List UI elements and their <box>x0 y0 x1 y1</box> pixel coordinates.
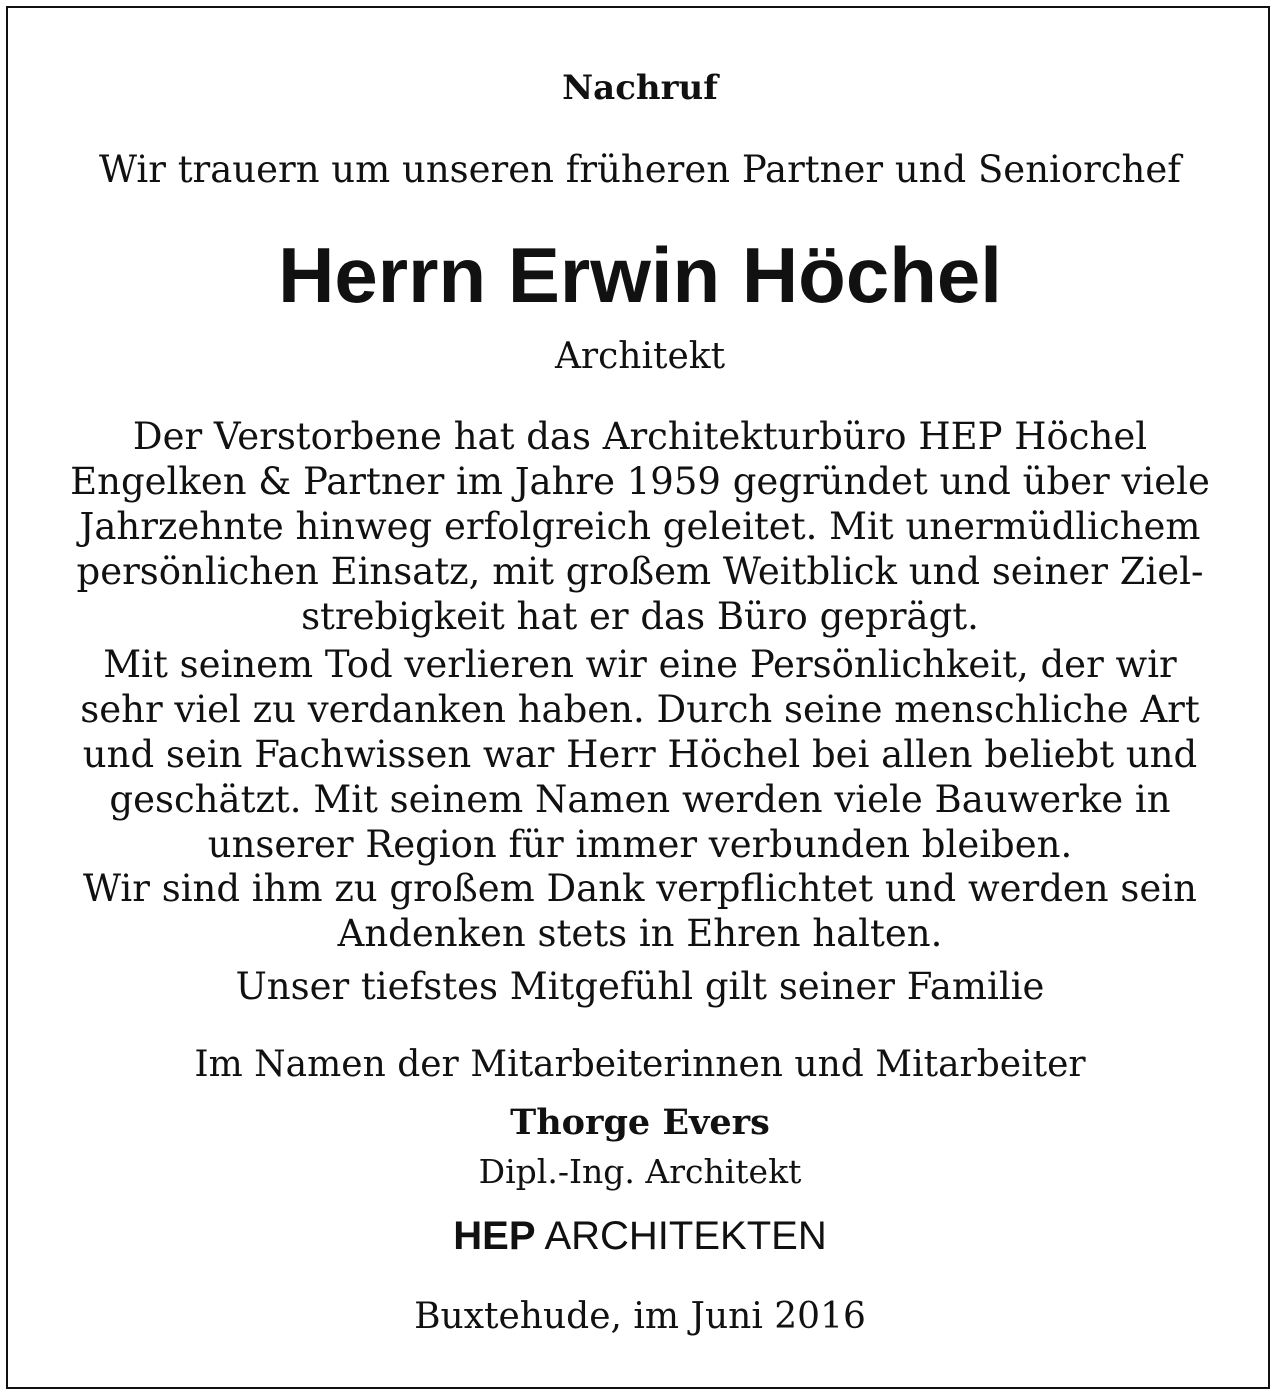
deceased-name: Herrn Erwin Höchel <box>278 231 1002 319</box>
paragraph-line: Jahrzehnte hinweg erfolgreich geleitet. Mit unermüdlichem <box>79 505 1201 548</box>
obituary-frame <box>6 6 1270 1389</box>
signer-title: Dipl.-Ing. Architekt <box>478 1152 802 1191</box>
paragraph-gratitude <box>8 866 1272 956</box>
paragraph-line: Unser tiefstes Mitgefühl gilt seiner Familie <box>235 965 1045 1008</box>
firm-name <box>8 1214 1272 1259</box>
paragraph-line: strebigkeit hat er das Büro geprägt. <box>301 595 979 638</box>
signoff-line: Im Namen der Mitarbeiterinnen und Mitarbeiter <box>194 1044 1086 1085</box>
place-date: Buxtehude, im Juni 2016 <box>414 1296 866 1337</box>
firm-name-strong: HEP <box>453 1214 536 1258</box>
paragraph-line: Mit seinem Tod verlieren wir eine Persönlichkeit, der wir <box>103 643 1177 686</box>
paragraph-line: und sein Fachwissen war Herr Höchel bei allen beliebt und <box>82 733 1198 776</box>
paragraph-line: persönlichen Einsatz, mit großem Weitblick und seiner Ziel- <box>76 550 1204 593</box>
paragraph-line: unserer Region für immer verbunden bleiben. <box>207 823 1073 866</box>
paragraph-line: geschätzt. Mit seinem Namen werden viele Bauwerke in <box>109 778 1171 821</box>
paragraph-founding <box>8 414 1272 639</box>
paragraph-line: Der Verstorbene hat das Architekturbüro HEP Höchel <box>132 415 1148 458</box>
paragraph-line: Wir sind ihm zu großem Dank verpflichtet und werden sein <box>83 867 1197 910</box>
paragraph-line: sehr viel zu verdanken haben. Durch seine menschliche Art <box>80 688 1200 731</box>
paragraph-condolence <box>8 964 1272 1009</box>
paragraph-line: Engelken & Partner im Jahre 1959 gegründet und über viele <box>70 460 1210 503</box>
notice-heading: Nachruf <box>562 68 718 108</box>
paragraph-personality <box>8 642 1272 867</box>
deceased-role: Architekt <box>554 336 726 377</box>
intro-line: Wir trauern um unseren früheren Partner und Seniorchef <box>99 148 1181 191</box>
signer-name: Thorge Evers <box>510 1102 770 1143</box>
paragraph-line: Andenken stets in Ehren halten. <box>337 912 943 955</box>
firm-name-rest: ARCHITEKTEN <box>535 1214 827 1258</box>
